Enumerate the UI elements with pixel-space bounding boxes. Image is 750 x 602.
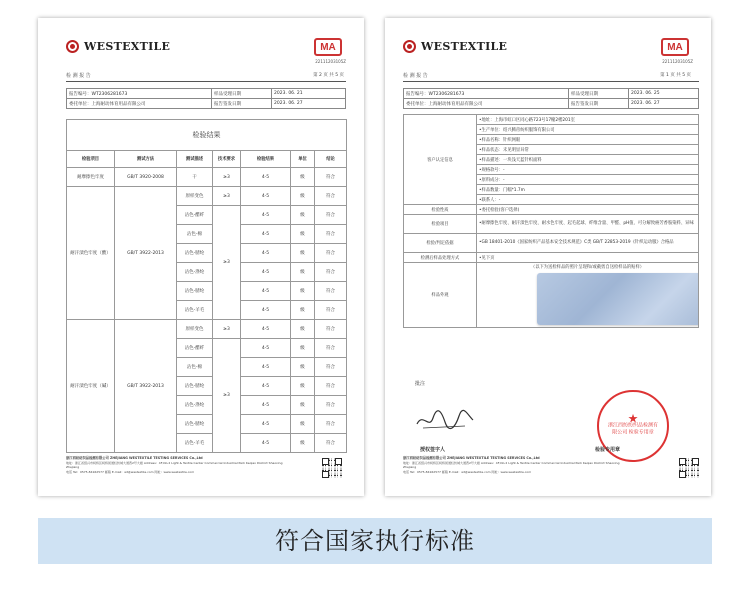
row-concl: 符合 <box>315 282 347 301</box>
row-unit: 级 <box>291 187 315 206</box>
report-page-results <box>38 18 364 496</box>
row-concl: 符合 <box>315 415 347 434</box>
footer-contact: 电话 Tel：0575-84162577 邮箱 E-mail：wt@westextile.com 网址：www.westextile.com <box>403 469 532 474</box>
items-value: •耐摩擦色牢度、耐汗渍色牢度、耐水色牢度、起毛起球、纤维含量、甲醛、pH值、可分解致癌芳香胺染料、异味 <box>477 215 699 234</box>
row-result: 4-5 <box>241 282 291 301</box>
row-unit: 级 <box>291 396 315 415</box>
row-desc: 原样变色 <box>177 187 213 206</box>
report-footer <box>66 456 291 474</box>
westextile-logo-icon <box>403 40 416 53</box>
cust-line: •地址：上海市虹口区同心路723号17幢2楼201室 <box>477 115 699 125</box>
row-result: 4-5 <box>241 244 291 263</box>
col-unit: 单位 <box>291 151 315 168</box>
acid-method: GB/T 3922-2013 <box>115 187 177 320</box>
acid-item: 耐汗渍色牢度（酸） <box>67 187 115 320</box>
row-req: ≥3 <box>213 168 241 187</box>
westextile-logo-icon <box>66 40 79 53</box>
row-unit: 级 <box>291 225 315 244</box>
row-concl: 符合 <box>315 187 347 206</box>
nature-value: •委托检验(客户选择) <box>477 205 699 215</box>
cust-line: •样品数量：门幅*1.7m <box>477 185 699 195</box>
col-result: 检验结果 <box>241 151 291 168</box>
row-unit: 级 <box>291 168 315 187</box>
cust-line: •样品描述：一块浅天蓝针织面料 <box>477 155 699 165</box>
row-unit: 级 <box>291 339 315 358</box>
row-unit: 级 <box>291 263 315 282</box>
row-unit: 级 <box>291 377 315 396</box>
col-concl: 结论 <box>315 151 347 168</box>
row-concl: 符合 <box>315 434 347 453</box>
report-footer <box>403 456 628 474</box>
row-unit: 级 <box>291 434 315 453</box>
footer-contact: 电话 Tel：0575-84162577 邮箱 E-mail：wt@westextile.com 网址：www.westextile.com <box>66 469 195 474</box>
row-concl: 符合 <box>315 244 347 263</box>
row-desc: 沾色-腈纶 <box>177 415 213 434</box>
row-concl: 符合 <box>315 301 347 320</box>
row-unit: 级 <box>291 244 315 263</box>
cust-line: •样品名称：针织网眼 <box>477 135 699 145</box>
issue-date-label: 报告签发日期 <box>569 99 629 109</box>
row-req: ≥3 <box>213 206 241 320</box>
row-desc: 沾色-腈纶 <box>177 244 213 263</box>
nature-label: 检验性质 <box>404 205 477 215</box>
col-item: 检验项目 <box>67 151 115 168</box>
report-page-cover <box>385 18 711 496</box>
row-result: 4-5 <box>241 396 291 415</box>
cma-mark: MA <box>314 38 342 56</box>
row-unit: 级 <box>291 320 315 339</box>
header-rule <box>403 81 699 82</box>
footer-address: 地址：浙江省绍兴市柯桥区柯桥街道轻纺城大道西2号大楼 Address：4F,No.2 Light & Textile Center Commercial Industrial Park Keqiao District Shaoxing Zhejiang <box>66 460 283 469</box>
footer-company: 浙江西纺纺织品检测有限公司 ZHEJIANG WESTEXTILE TESTING SERVICES Co.,Ltd <box>403 456 540 460</box>
appearance-label: 样品外观 <box>404 263 477 328</box>
row-req: ≥3 <box>213 320 241 339</box>
row-result: 4-5 <box>241 339 291 358</box>
page-number: 第 1 页 共 5 页 <box>660 73 691 78</box>
row-result: 4-5 <box>241 301 291 320</box>
cma-code: 22111203105Z <box>315 59 346 64</box>
row-desc: 沾色-棉 <box>177 225 213 244</box>
report-info-table <box>66 88 346 109</box>
row-desc: 沾色-腈纶 <box>177 377 213 396</box>
row-desc: 沾色-羊毛 <box>177 301 213 320</box>
accept-date: 2023. 06. 21 <box>272 89 346 99</box>
cma-mark: MA <box>661 38 689 56</box>
row-result: 4-5 <box>241 434 291 453</box>
fabric-sample-image <box>537 273 699 325</box>
cust-line: •生产单位：绍兴腾帝纺织服饰有限公司 <box>477 125 699 135</box>
row-concl: 符合 <box>315 339 347 358</box>
header-rule <box>66 81 346 82</box>
col-method: 测试方法 <box>115 151 177 168</box>
row-desc: 干 <box>177 168 213 187</box>
row-result: 4-5 <box>241 206 291 225</box>
row-result: 4-5 <box>241 225 291 244</box>
row-concl: 符合 <box>315 396 347 415</box>
logo-text: WESTEXTILE <box>84 40 171 53</box>
row-desc: 沾色-醋纤 <box>177 339 213 358</box>
client-name: 上海耐动体育用品有限公司 <box>428 101 483 107</box>
row-desc: 沾色-涤纶 <box>177 263 213 282</box>
remark-label: 批注 <box>415 381 426 387</box>
cma-code: 22111203105Z <box>662 59 693 64</box>
qr-code-icon <box>679 458 699 478</box>
logo-text: WESTEXTILE <box>421 40 508 53</box>
westextile-logo <box>403 40 507 53</box>
table-row <box>67 320 347 339</box>
row-unit: 级 <box>291 301 315 320</box>
row-concl: 符合 <box>315 168 347 187</box>
row-result: 4-5 <box>241 263 291 282</box>
row-result: 4-5 <box>241 358 291 377</box>
row-result: 4-5 <box>241 415 291 434</box>
accept-date: 2023. 06. 25 <box>629 89 699 99</box>
approver-label: 授权签字人 <box>420 447 446 453</box>
disposal-value: •见下页 <box>477 253 699 263</box>
cust-label: 客户认定信息 <box>404 115 477 205</box>
westextile-logo <box>66 40 170 53</box>
col-desc: 测试描述 <box>177 151 213 168</box>
inspector-label: 检验专用章 <box>595 447 621 453</box>
accept-date-label: 样品受理日期 <box>569 89 629 99</box>
row-unit: 级 <box>291 206 315 225</box>
issue-date-label: 报告签发日期 <box>212 99 272 109</box>
row-req: ≥3 <box>213 187 241 206</box>
row-desc: 沾色-醋纤 <box>177 206 213 225</box>
basis-value: •GB 18401-2010《国家纺织产品基本安全技术规范》C类 GB/T 22853-2019《针织运动服》合格品 <box>477 234 699 253</box>
accept-date-label: 样品受理日期 <box>212 89 272 99</box>
alk-method: GB/T 3922-2013 <box>115 320 177 453</box>
table-row <box>67 168 347 187</box>
report-subhead: 检 测 报 告 <box>403 73 428 79</box>
row-concl: 符合 <box>315 225 347 244</box>
row-desc: 沾色-涤纶 <box>177 396 213 415</box>
disposal-label: 检测后样品处理方式 <box>404 253 477 263</box>
row-item: 耐摩擦色牢度 <box>67 168 115 187</box>
client-label: 委托单位： <box>406 101 429 107</box>
row-concl: 符合 <box>315 206 347 225</box>
customer-info-table <box>403 114 699 328</box>
row-concl: 符合 <box>315 263 347 282</box>
row-method: GB/T 3920-2008 <box>115 168 177 187</box>
row-result: 4-5 <box>241 187 291 206</box>
table-row <box>67 187 347 206</box>
row-unit: 级 <box>291 415 315 434</box>
client-label: 委托单位： <box>69 101 92 107</box>
seal-text: 浙江西纺纺织品检测有限公司 检验专用章 <box>608 422 659 436</box>
report-info-table <box>403 88 699 109</box>
footer-company: 浙江西纺纺织品检测有限公司 ZHEJIANG WESTEXTILE TESTING SERVICES Co.,Ltd <box>66 456 203 460</box>
results-title: 检验结果 <box>67 120 347 151</box>
client-name: 上海耐动体育用品有限公司 <box>91 101 146 107</box>
sample-photo <box>477 263 698 327</box>
issue-date: 2023. 06. 27 <box>629 99 699 109</box>
row-result: 4-5 <box>241 377 291 396</box>
basis-label: 检验/判定依据 <box>404 234 477 253</box>
row-req: ≥3 <box>213 339 241 453</box>
cust-line: •样品状态：未见明显异常 <box>477 145 699 155</box>
footer-address: 地址：浙江省绍兴市柯桥区柯桥街道轻纺城大道西2号大楼 Address：4F,No.2 Light & Textile Center Commercial Industrial Park Keqiao District Shaoxing Zhejiang <box>403 460 620 469</box>
standard-compliance-banner: 符合国家执行标准 <box>38 518 712 564</box>
signature-image <box>415 404 475 434</box>
row-result: 4-5 <box>241 320 291 339</box>
report-no: WT2306281673 <box>428 91 465 97</box>
cust-line: •联系人：- <box>477 195 699 205</box>
report-subhead: 检 测 报 告 <box>66 73 91 79</box>
row-concl: 符合 <box>315 377 347 396</box>
row-unit: 级 <box>291 358 315 377</box>
results-table <box>66 119 347 453</box>
row-desc: 原样变色 <box>177 320 213 339</box>
qr-code-icon <box>322 458 342 478</box>
seal-star-icon: ★ <box>627 411 639 426</box>
cust-line: •原料成分：- <box>477 175 699 185</box>
row-unit: 级 <box>291 282 315 301</box>
row-desc: 沾色-羊毛 <box>177 434 213 453</box>
appearance-note: （以下为送检样品的照片呈现和/或截剪自送检样品的贴样） <box>530 265 645 270</box>
items-label: 检验项目 <box>404 215 477 234</box>
report-no: WT2306281673 <box>91 91 128 97</box>
report-no-label: 报告编号： <box>69 91 92 97</box>
cust-line: •规格款号：- <box>477 165 699 175</box>
row-concl: 符合 <box>315 358 347 377</box>
page-number: 第 2 页 共 5 页 <box>313 73 344 78</box>
row-desc: 沾色-腈纶 <box>177 282 213 301</box>
row-concl: 符合 <box>315 320 347 339</box>
row-result: 4-5 <box>241 168 291 187</box>
row-desc: 沾色-棉 <box>177 358 213 377</box>
issue-date: 2023. 06. 27 <box>272 99 346 109</box>
alk-item: 耐汗渍色牢度（碱） <box>67 320 115 453</box>
report-no-label: 报告编号： <box>406 91 429 97</box>
col-req: 技术要求 <box>213 151 241 168</box>
